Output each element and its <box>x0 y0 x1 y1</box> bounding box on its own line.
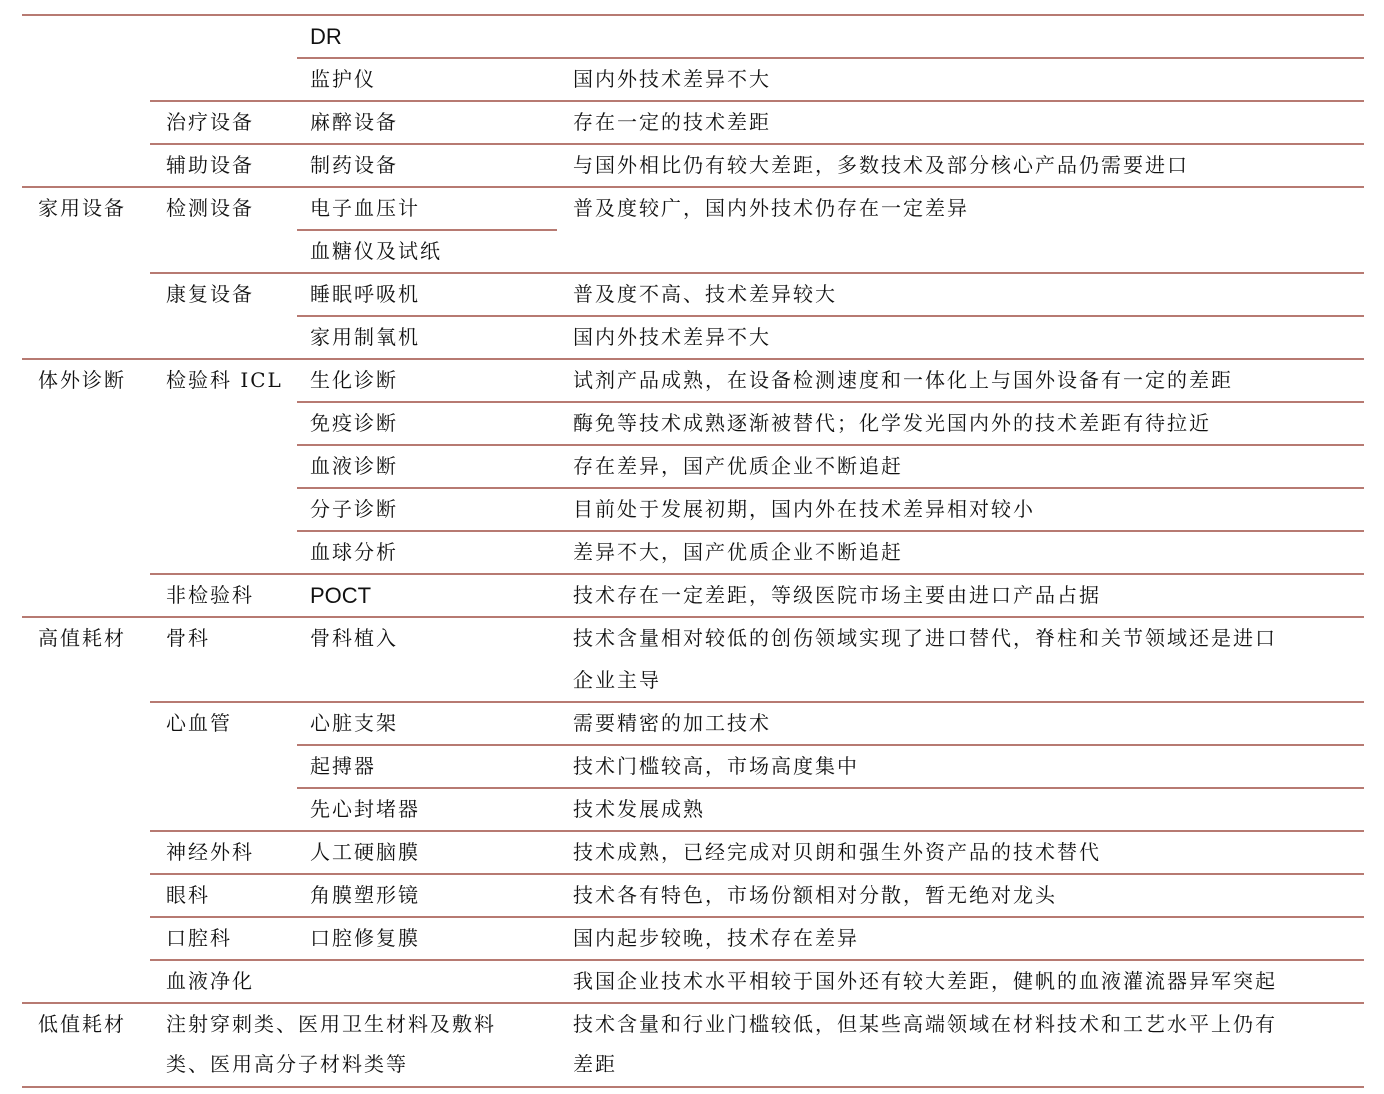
item-cell: DR <box>310 24 342 49</box>
description-cell: 我国企业技术水平相较于国外还有较大差距，健帆的血液灌流器异军突起 <box>573 969 1277 993</box>
item-cell: 分子诊断 <box>310 497 398 521</box>
item-cell: 电子血压计 <box>310 196 420 220</box>
description-cell: 试剂产品成熟，在设备检测速度和一体化上与国外设备有一定的差距 <box>573 368 1233 392</box>
subcategory-cell: 口腔科 <box>166 926 232 950</box>
subcategory-cell: 治疗设备 <box>166 110 254 134</box>
item-cell: 起搏器 <box>310 754 376 778</box>
description-cell: 与国外相比仍有较大差距，多数技术及部分核心产品仍需要进口 <box>573 153 1189 177</box>
description-cell: 技术存在一定差距，等级医院市场主要由进口产品占据 <box>573 583 1101 607</box>
subcategory-cell: 辅助设备 <box>166 153 254 177</box>
description-line: 差距 <box>573 1052 617 1076</box>
item-cell: 免疫诊断 <box>310 411 398 435</box>
category-cell: 家用设备 <box>38 196 126 220</box>
item-cell: 心脏支架 <box>310 711 398 735</box>
description-cell: 需要精密的加工技术 <box>573 711 771 735</box>
description-cell: 普及度不高、技术差异较大 <box>573 282 837 306</box>
category-cell: 高值耗材 <box>38 626 126 650</box>
item-cell: 制药设备 <box>310 153 398 177</box>
item-cell: 家用制氧机 <box>310 325 420 349</box>
description-cell: 国内起步较晚，技术存在差异 <box>573 926 859 950</box>
subcategory-line: 注射穿刺类、医用卫生材料及敷料 <box>166 1012 496 1036</box>
item-cell: POCT <box>310 583 372 608</box>
subcategory-cell: 神经外科 <box>166 840 254 864</box>
description-cell: 国内外技术差异不大 <box>573 67 771 91</box>
description-cell: 存在一定的技术差距 <box>573 110 771 134</box>
description-cell: 技术发展成熟 <box>573 797 705 821</box>
category-cell: 低值耗材 <box>38 1012 126 1036</box>
item-cell: 血球分析 <box>310 540 398 564</box>
rule-top <box>22 14 1364 16</box>
item-cell: 生化诊断 <box>310 368 398 392</box>
rule <box>297 57 1364 59</box>
subcategory-cell: 心血管 <box>166 711 232 735</box>
description-cell: 目前处于发展初期，国内外在技术差异相对较小 <box>573 497 1035 521</box>
description-cell: 技术门槛较高，市场高度集中 <box>573 754 859 778</box>
subcategory-cell: 眼科 <box>166 883 210 907</box>
description-cell: 普及度较广，国内外技术仍存在一定差异 <box>573 196 969 220</box>
description-cell: 国内外技术差异不大 <box>573 325 771 349</box>
item-cell: 血糖仪及试纸 <box>310 239 442 263</box>
item-cell: 骨科植入 <box>310 626 398 650</box>
subcategory-line: 类、医用高分子材料类等 <box>166 1052 408 1076</box>
item-cell: 监护仪 <box>310 67 376 91</box>
subcategory-cell: 骨科 <box>166 626 210 650</box>
subcategory-cell: 检测设备 <box>166 196 254 220</box>
subcategory-cell: 血液净化 <box>166 969 254 993</box>
subcategory-cell: 非检验科 <box>166 583 254 607</box>
description-cell: 酶免等技术成熟逐渐被替代；化学发光国内外的技术差距有待拉近 <box>573 411 1211 435</box>
subcategory-cell: 检验科 ICL <box>166 368 283 392</box>
description-line: 技术含量和行业门槛较低，但某些高端领域在材料技术和工艺水平上仍有 <box>573 1012 1277 1036</box>
item-cell: 口腔修复膜 <box>310 926 420 950</box>
item-cell: 人工硬脑膜 <box>310 840 420 864</box>
item-cell: 角膜塑形镜 <box>310 883 420 907</box>
category-cell: 体外诊断 <box>38 368 126 392</box>
item-cell: 先心封堵器 <box>310 797 420 821</box>
item-cell: 血液诊断 <box>310 454 398 478</box>
item-cell: 睡眠呼吸机 <box>310 282 420 306</box>
description-cell: 差异不大，国产优质企业不断追赶 <box>573 540 903 564</box>
subcategory-cell: 康复设备 <box>166 282 254 306</box>
description-cell: 技术各有特色，市场份额相对分散，暂无绝对龙头 <box>573 883 1057 907</box>
item-cell: 麻醉设备 <box>310 110 398 134</box>
description-line: 技术含量相对较低的创伤领域实现了进口替代，脊柱和关节领域还是进口 <box>573 626 1277 650</box>
rule-bottom <box>22 1086 1364 1088</box>
description-line: 企业主导 <box>573 668 661 692</box>
description-cell: 技术成熟，已经完成对贝朗和强生外资产品的技术替代 <box>573 840 1101 864</box>
description-cell: 存在差异，国产优质企业不断追赶 <box>573 454 903 478</box>
